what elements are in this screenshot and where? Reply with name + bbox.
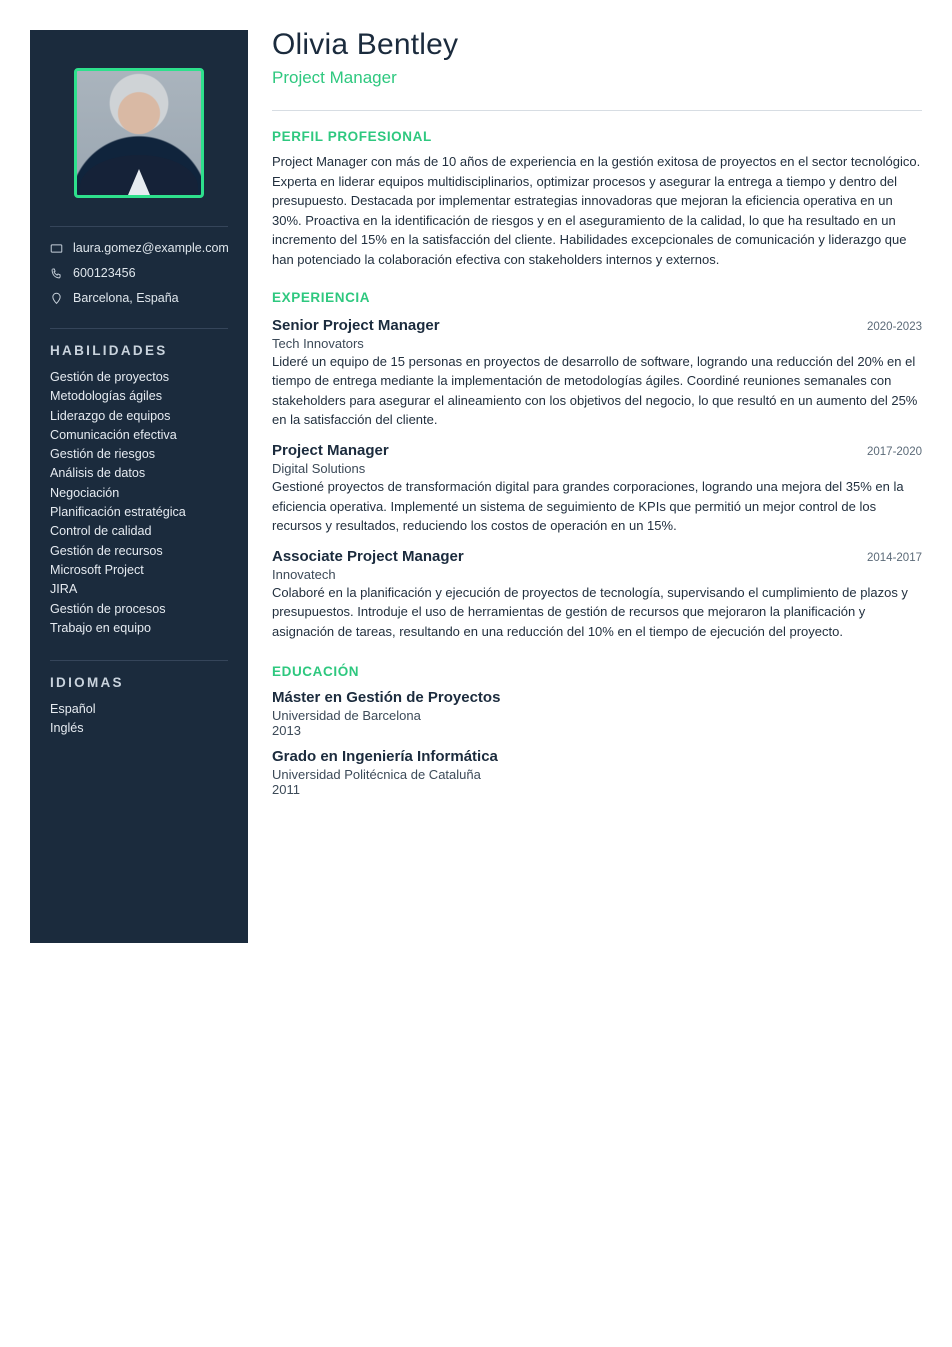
- contact-block: [50, 226, 228, 306]
- profile-text: Project Manager con más de 10 años de experiencia en la gestión exitosa de proyectos en el sector tecnológico. Experta en liderar equipos multidisciplinarios, optimizar procesos y asegurar la entrega a tiempo y dentro del presupuesto. Destacada por implementar estrategias innovadoras que mejoran la eficiencia operativa en un 30%. Proactiva en la identificación de riesgos y en el aseguramiento de la calidad, lo que ha resultado en un incremento del 15% en la satisfacción del cliente. Habilidades excepcionales de comunicación y liderazgo que han potenciado la colaboración efectiva con stakeholders internos y externos.: [272, 154, 921, 267]
- experience-company: Digital Solutions: [272, 460, 366, 476]
- experience-company: Innovatech: [272, 566, 336, 582]
- list-item: Gestión de proyectos: [50, 370, 170, 384]
- list-item: Gestión de recursos: [50, 543, 163, 558]
- education-year: 2013: [272, 722, 301, 738]
- experience-item-header: [272, 442, 922, 459]
- experience-date: 2020-2023: [867, 320, 922, 333]
- header-divider: [272, 110, 922, 111]
- section-heading-profile: PERFIL PROFESIONAL: [272, 129, 432, 144]
- experience-title: Associate Project Manager: [272, 547, 464, 565]
- experience-item: [272, 317, 922, 430]
- contact-location[interactable]: [50, 291, 228, 306]
- languages-list: [50, 700, 228, 739]
- experience-description: Lideré un equipo de 15 personas en proyectos de desarrollo de software, logrando una reducción del 20% en el tiempo de entrega mediante la implementación de metodologías ágiles. Coordiné reuniones semanales con stakeholders para asegurar el alineamiento con los objetivos del negocio, lo que resultó en un aumento del 25% en la satisfacción del cliente.: [272, 353, 918, 428]
- section-heading-education: EDUCACIÓN: [272, 663, 360, 679]
- list-item: Inglés: [50, 721, 84, 736]
- list-item: Español: [50, 702, 96, 717]
- experience-description: Colaboré en la planificación y ejecución de proyectos de tecnología, supervisando el cumplimiento de plazos y presupuestos. Introduje el uso de herramientas de gestión de recursos que mejoraron la planificación y asignación de tareas, resultando en una reducción del 10% en el tiempo de ejecución del proyecto.: [272, 584, 908, 639]
- contact-phone[interactable]: [50, 266, 228, 281]
- contact-email-value: laura.gomez@example.com: [73, 241, 229, 255]
- experience-date: 2014-2017: [867, 551, 922, 564]
- sidebar: [30, 30, 248, 943]
- main-content: [272, 28, 922, 797]
- list-item: Control de calidad: [50, 524, 152, 539]
- section-heading-experience: EXPERIENCIA: [272, 289, 371, 305]
- list-item: Gestión de procesos: [50, 601, 166, 616]
- list-item: Planificación estratégica: [50, 505, 186, 520]
- education-year: 2011: [272, 781, 300, 797]
- phone-icon: [50, 267, 63, 280]
- list-item: Liderazgo de equipos: [50, 408, 171, 423]
- location-pin-icon: [50, 292, 63, 305]
- list-item: Trabajo en equipo: [50, 620, 152, 635]
- list-item: JIRA: [50, 582, 78, 597]
- education-item: [272, 748, 922, 797]
- list-item: Gestión de riesgos: [50, 447, 156, 462]
- contact-location-value: Barcelona, España: [73, 291, 179, 305]
- experience-title: Senior Project Manager: [272, 316, 440, 334]
- envelope-icon: [50, 242, 63, 255]
- list-item: Microsoft Project: [50, 562, 144, 577]
- experience-item: [272, 442, 922, 536]
- experience-item-header: [272, 317, 922, 334]
- education-school: Universidad Politécnica de Cataluña: [272, 766, 481, 782]
- education-title: Grado en Ingeniería Informática: [272, 747, 498, 765]
- education-title: Máster en Gestión de Proyectos: [272, 688, 501, 706]
- contact-email[interactable]: [50, 241, 228, 256]
- experience-date: 2017-2020: [867, 445, 922, 458]
- skills-list: [50, 368, 228, 638]
- contact-phone-value: 600123456: [73, 266, 136, 280]
- skills-heading: HABILIDADES: [50, 328, 228, 358]
- job-role-subtitle: Project Manager: [272, 68, 397, 87]
- list-item: Comunicación efectiva: [50, 427, 177, 442]
- page-title: Olivia Bentley: [272, 28, 459, 61]
- list-item: Metodologías ágiles: [50, 389, 163, 404]
- list-item: Negociación: [50, 485, 120, 500]
- education-item: [272, 689, 922, 738]
- experience-item-header: [272, 548, 922, 565]
- experience-description: Gestioné proyectos de transformación digital para grandes corporaciones, logrando una mejora del 35% en la eficiencia operativa. Implementé un sistema de seguimiento de KPIs que permitió un mejor control de los recursos y resultados, reduciendo los costos de operación en un 15%.: [272, 478, 904, 534]
- education-school: Universidad de Barcelona: [272, 707, 421, 723]
- list-item: Análisis de datos: [50, 466, 146, 481]
- experience-item: [272, 548, 922, 642]
- languages-heading: IDIOMAS: [50, 660, 228, 690]
- avatar: [74, 68, 204, 198]
- experience-title: Project Manager: [272, 441, 389, 459]
- experience-company: Tech Innovators: [272, 335, 364, 351]
